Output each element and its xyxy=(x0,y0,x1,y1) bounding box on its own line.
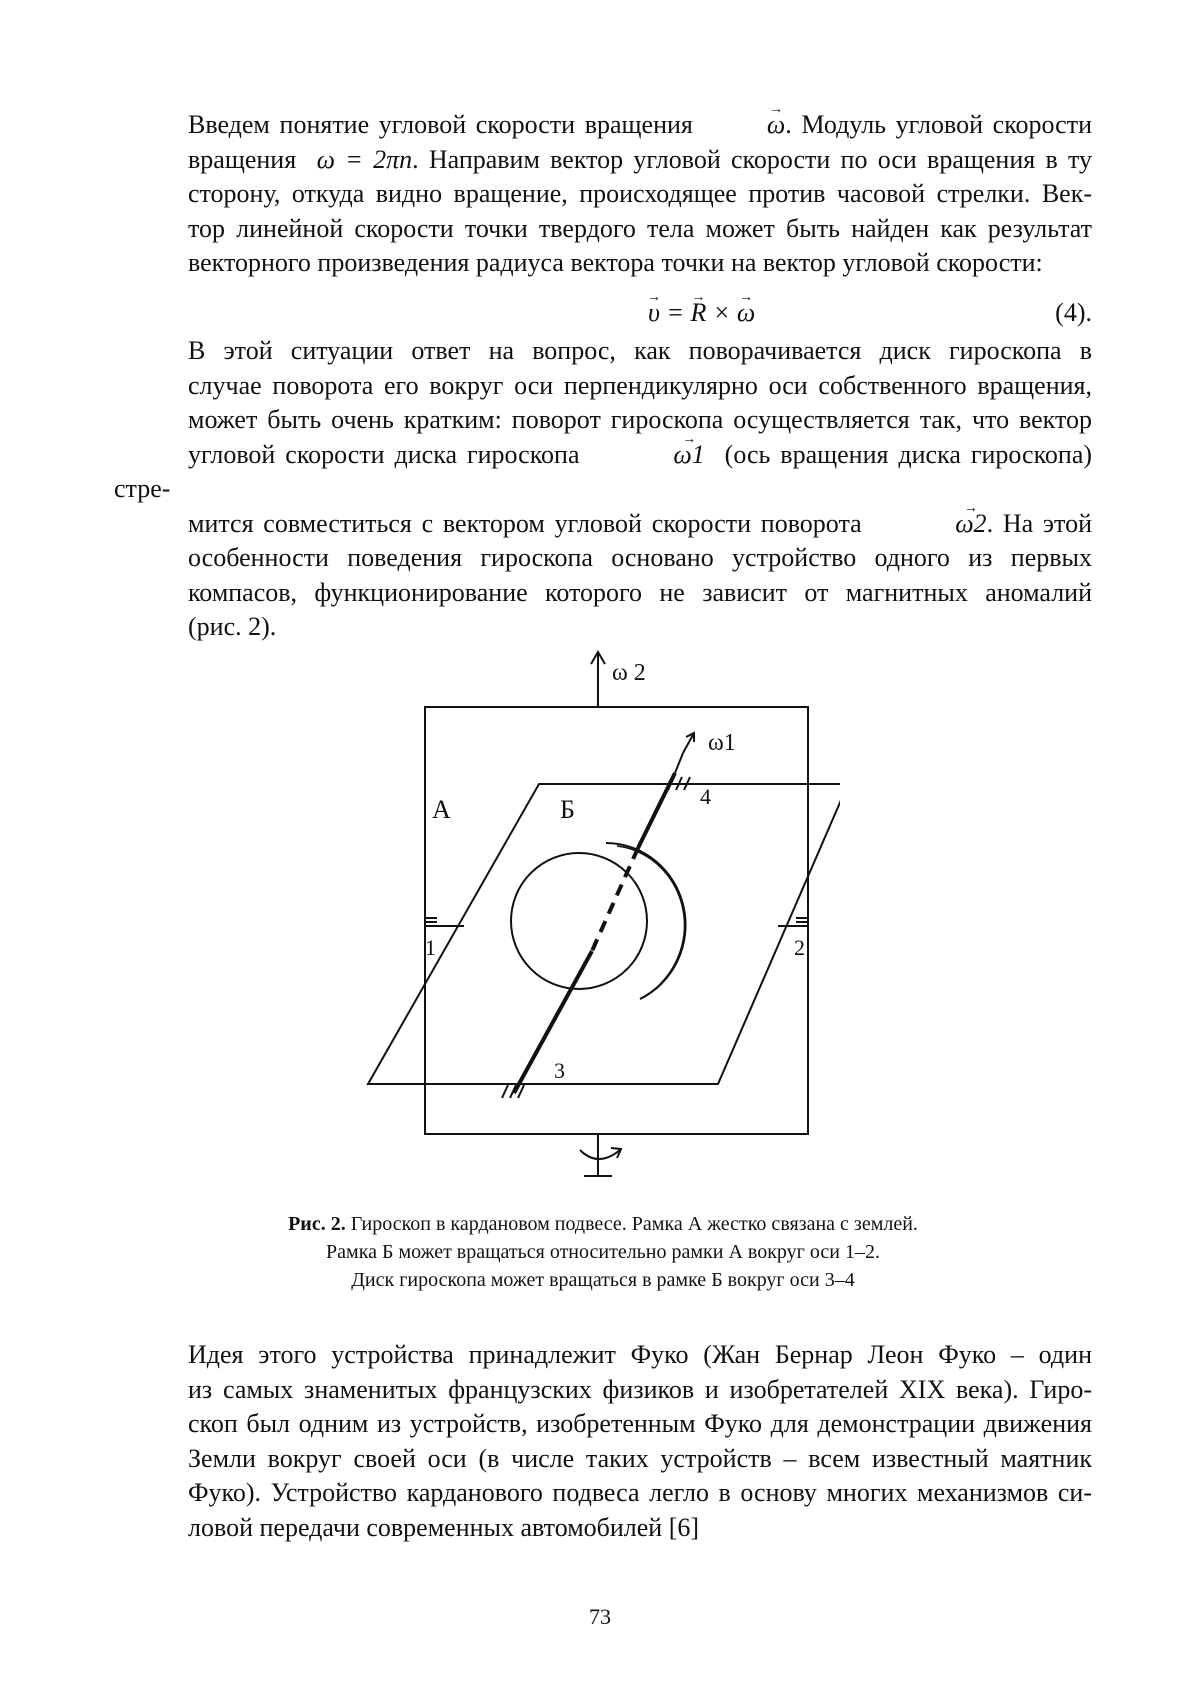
text-line: компасов, функционирование которого не зависит от магнитных аномалий xyxy=(188,577,1092,607)
label-4: 4 xyxy=(700,784,711,809)
formula-expression: → υ = → R × → ω xyxy=(648,296,755,330)
frame-a-rectangle xyxy=(425,707,808,1134)
text-line: сторону, откуда видно вращение, происходящее против часовой стрелки. Век- xyxy=(188,179,1092,208)
text-line: Введем понятие угловой скорости вращения→ ω. Модуль угловой скорости xyxy=(114,108,1092,143)
text-line: (рис. 2). xyxy=(188,612,277,641)
formula-number: (4). xyxy=(1055,298,1092,327)
text-line: мится совместиться с вектором угловой скорости поворота → ω2. На этой xyxy=(114,507,1092,542)
paragraph-gyroscope-rotation xyxy=(114,334,1092,645)
text-line: угловой скорости диска гироскопа → ω1 (ось вращения диска гироскопа) стре- xyxy=(114,438,1092,507)
paragraph-foucault xyxy=(114,1338,1092,1545)
text-line: из самых знаменитых французских физиков и изобретателей XIX века). Гиро- xyxy=(188,1374,1092,1404)
omega1-vector-symbol: → ω1 xyxy=(599,438,704,473)
label-omega2: ω 2 xyxy=(612,660,646,686)
caption-line: Диск гироскопа может вращаться в рамке Б вокруг оси 3–4 xyxy=(351,1269,855,1291)
text-line: особенности поведения гироскопа основано устройство одного из первых xyxy=(188,543,1092,572)
label-3: 3 xyxy=(554,1058,565,1083)
label-1: 1 xyxy=(425,935,436,960)
label-2: 2 xyxy=(794,935,805,960)
text-line: скоп был одним из устройств, изобретенным Фуко для демонстрации движения xyxy=(188,1409,1092,1438)
omega-formula: ω = 2πn xyxy=(316,144,413,174)
label-omega1: ω1 xyxy=(708,730,736,756)
text-line: Фуко). Устройство карданового подвеса легло в основу многих механизмов си- xyxy=(188,1478,1092,1507)
text-line: векторного произведения радиуса вектора точки на вектор угловой скорости: xyxy=(188,248,1043,277)
figure-caption xyxy=(114,1210,1092,1294)
text-line: ловой передачи современных автомобилей [6] xyxy=(188,1512,700,1542)
text-line: Земли вокруг своей оси (в числе таких устройств – всем известный маятник xyxy=(188,1443,1092,1473)
axis-3-4-lower xyxy=(514,951,592,1093)
label-frame-b: Б xyxy=(560,795,575,824)
text-line: В этой ситуации ответ на вопрос, как поворачивается диск гироскопа в xyxy=(188,336,1092,365)
frame-b-parallelogram xyxy=(368,784,840,1084)
gyroscope-gimbal-figure xyxy=(360,640,840,1180)
text-line: может быть очень кратким: поворот гироскопа осуществляется так, что вектор xyxy=(188,405,1092,434)
text-line: случае поворота его вокруг оси перпендикулярно оси собственного вращения, xyxy=(188,370,1092,400)
page-number: 73 xyxy=(589,1604,611,1629)
text-line: вращения ω = 2πn. Направим вектор угловой скорости по оси вращения в ту xyxy=(188,144,1093,174)
caption-line: Рамка Б может вращаться относительно рамки А вокруг оси 1–2. xyxy=(326,1241,880,1263)
omega2-vector-symbol: → ω2 xyxy=(881,507,986,542)
text-line: тор линейной скорости точки твердого тела может быть найден как результат xyxy=(188,213,1092,243)
omega-vector-symbol: → ω xyxy=(693,108,785,143)
caption-line: Рис. 2. Гироскоп в кардановом подвесе. Рамка А жестко связана с землей. xyxy=(288,1213,918,1235)
label-frame-a: А xyxy=(432,795,451,824)
text-line: Идея этого устройства принадлежит Фуко (Жан Бернар Леон Фуко – один xyxy=(188,1340,1092,1369)
formula-4 xyxy=(114,296,1092,330)
paragraph-angular-velocity xyxy=(114,108,1092,281)
